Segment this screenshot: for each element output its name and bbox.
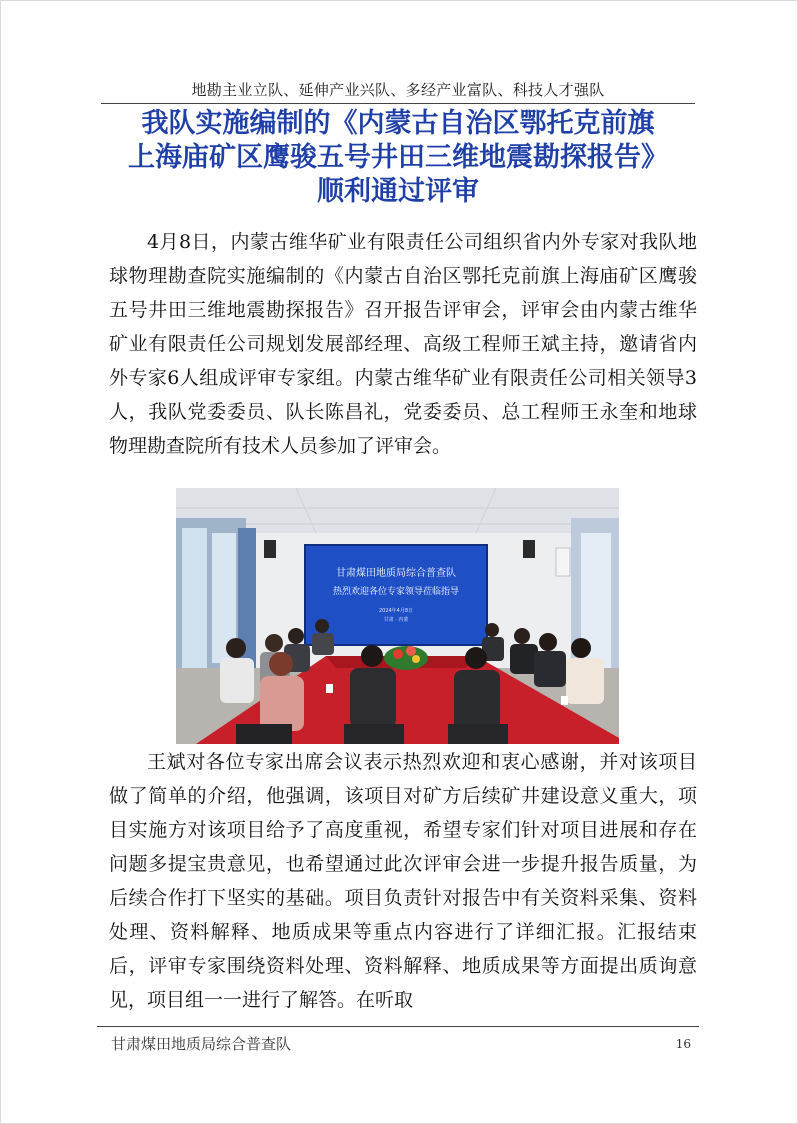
footer-divider (97, 1026, 699, 1027)
screen-date: 2024年4月8日 (378, 608, 414, 614)
article-title (101, 107, 695, 209)
screen-line-1: 甘肃煤田地质局综合普查队 (336, 568, 456, 579)
title-line-1: 我队实施编制的《内蒙古自治区鄂托克前旗 (141, 108, 655, 139)
paragraph-meeting: 王斌对各位专家出席会议表示热烈欢迎和衷心感谢，并对该项目做了简单的介绍，他强调，该项目对矿方后续矿井建设意义重大，项目实施方对该项目给予了高度重视，希望专家们针对项目进展和存在问题多提宝贵意见，也希望通过此次评审会进一步提升报告质量，为后续合作打下坚实的基础。项目负责针对报告中有关资料采集、资料处理、资料解释、地质成果等重点内容进行了详细汇报。汇报结束后，评审专家围绕资料处理、资料解释、地质成果等方面提出质询意见，项目组一一进行了解答。在听取 (109, 751, 697, 1011)
title-line-3: 顺利通过评审 (317, 176, 479, 207)
paragraph-intro: 4月8日，内蒙古维华矿业有限责任公司组织省内外专家对我队地球物理勘查院实施编制的《内蒙古自治区鄂托克前旗上海庙矿区鹰骏五号井田三维地震勘探报告》召开报告评审会，评审会由内蒙古维华矿业有限责任公司规划发展部经理、高级工程师王斌主持，邀请省内外专家6人组成评审专家组。内蒙古维华矿业有限责任公司相关领导3人，我队党委委员、队长陈昌礼，党委委员、总工程师王永奎和地球物理勘查院所有技术人员参加了评审会。 (109, 231, 697, 457)
meeting-photo (176, 488, 619, 744)
header-slogan: 地勘主业立队、延伸产业兴队、多经产业富队、科技人才强队 (191, 81, 605, 99)
page-number: 16 (675, 1037, 691, 1051)
header-divider (101, 103, 695, 104)
title-line-2: 上海庙矿区鹰骏五号井田三维地震勘探报告》 (128, 142, 668, 173)
screen-line-2: 热烈欢迎各位专家领导莅临指导 (332, 587, 460, 597)
footer-organization: 甘肃煤田地质局综合普查队 (111, 1035, 292, 1053)
screen-sign: 甘肃 · 内蒙 (383, 617, 409, 623)
